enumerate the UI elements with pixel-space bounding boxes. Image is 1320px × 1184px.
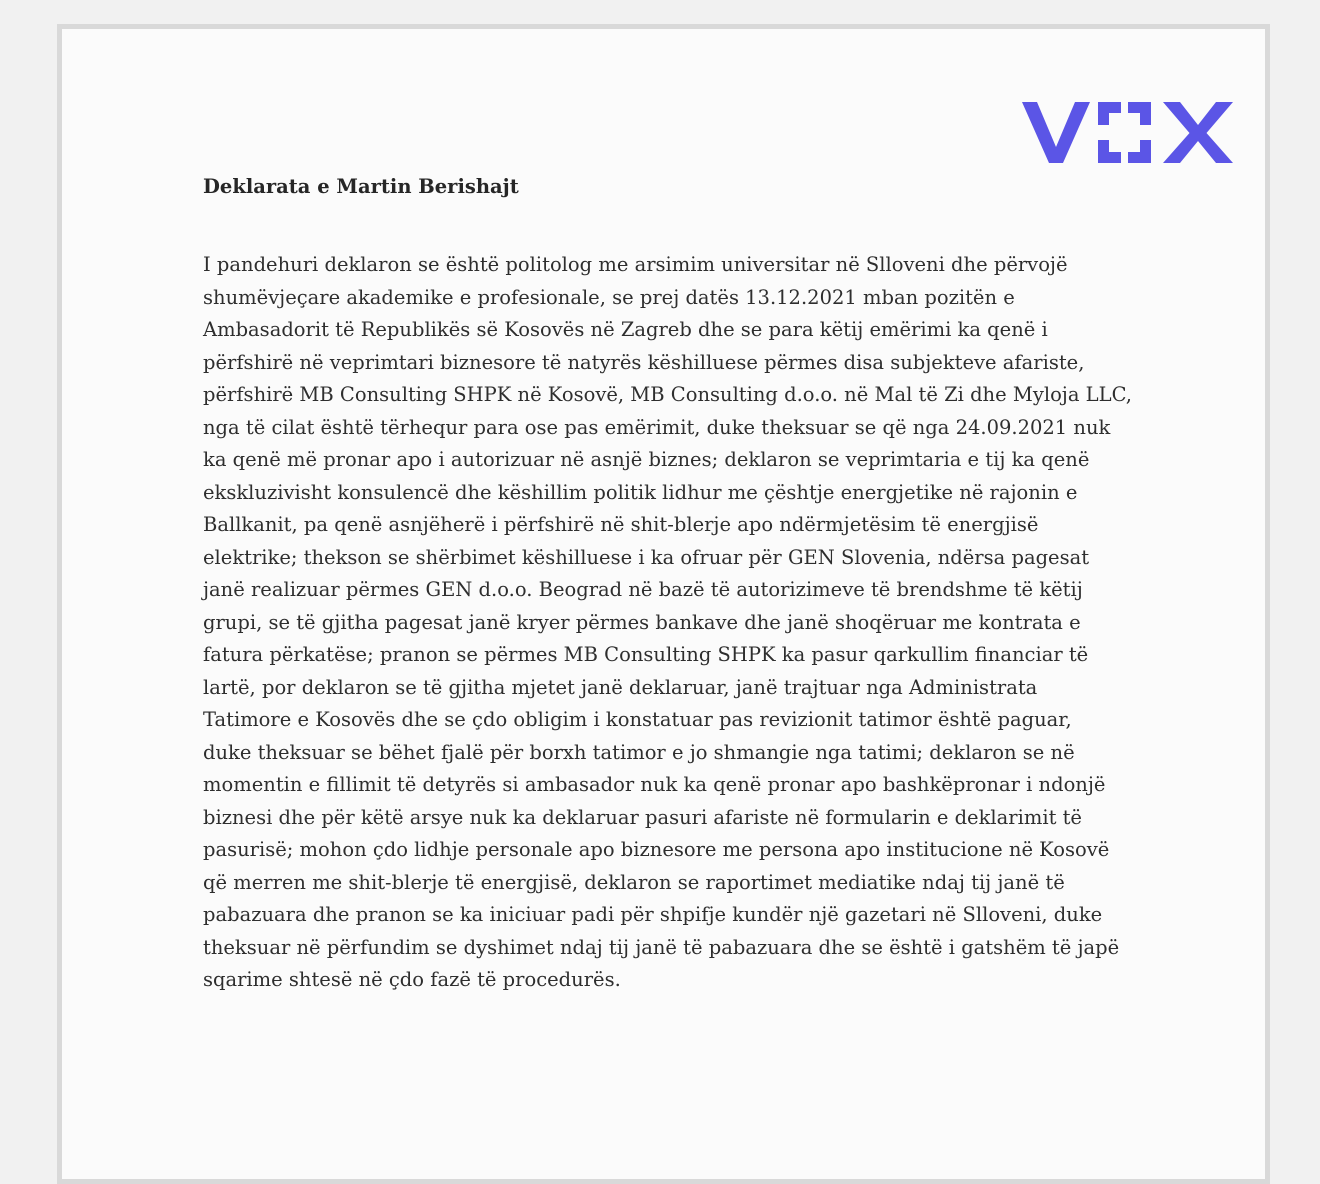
body-line: duke theksuar se bëhet fjalë për borxh tatimor e jo shmangie nga tatimi; deklaron se në <box>203 740 1075 764</box>
body-line: biznesi dhe për këtë arsye nuk ka deklaruar pasuri afariste në formularin e deklarimit të <box>203 805 1082 829</box>
body-line: sqarime shtesë në çdo fazë të procedurës. <box>203 968 621 991</box>
body-line: janë realizuar përmes GEN d.o.o. Beograd në bazë të autorizimeve të brendshme të këtij <box>203 578 1083 601</box>
body-line: Tatimore e Kosovës dhe se çdo obligim i konstatuar pas revizionit tatimor është paguar, <box>203 708 1072 731</box>
body-line: përfshirë MB Consulting SHPK në Kosovë, MB Consulting d.o.o. në Mal të Zi dhe Myloja LLC, <box>203 383 1133 406</box>
body-line: që merren me shit-blerje të energjisë, deklaron se raportimet mediatike ndaj tij janë të <box>203 870 1065 894</box>
body-line: Ambasadorit të Republikës së Kosovës në Zagreb dhe se para këtij emërimi ka qenë i <box>203 318 1048 341</box>
body-line: pasurisë; mohon çdo lidhje personale apo biznesore me persona apo institucione në Kosovë <box>203 838 1110 861</box>
body-line: përfshirë në veprimtari biznesore të natyrës këshilluese përmes disa subjekteve afariste, <box>203 350 1085 374</box>
logo-letter-x <box>1163 102 1233 163</box>
body-line: fatura përkatëse; pranon se përmes MB Consulting SHPK ka pasur qarkullim financiar të <box>203 643 1089 666</box>
body-line: pabazuara dhe pranon se ka iniciuar padi për shpifje kundër një gazetari në Slloveni, duke <box>203 903 1103 926</box>
body-line: momentin e fillimit të detyrës si ambasador nuk ka qenë pronar apo bashkëpronar i ndonjë <box>203 773 1106 796</box>
body-line: shumëvjeçare akademike e profesionale, se prej datës 13.12.2021 mban pozitën e <box>203 285 1015 309</box>
body-line: nga të cilat është tërhequr para ose pas emërimit, duke theksuar se që nga 24.09.2021 nuk <box>203 415 1111 439</box>
body-line: theksuar në përfundim se dyshimet ndaj tij janë të pabazuara dhe se është i gatshëm të japë <box>203 935 1120 959</box>
body-line: ekskluzivisht konsulencë dhe këshillim politik lidhur me çështje energjetike në rajonin e <box>203 480 1078 504</box>
document-title: Deklarata e Martin Berishajt <box>203 175 519 198</box>
vox-logo <box>1022 99 1234 165</box>
body-line: lartë, por deklaron se të gjitha mjetet janë deklaruar, janë trajtuar nga Administrata <box>203 675 1038 699</box>
logo-letter-o <box>1098 102 1151 163</box>
document-body <box>203 249 1138 997</box>
body-line: elektrike; thekson se shërbimet këshilluese i ka ofruar për GEN Slovenia, ndërsa pagesat <box>203 545 1090 569</box>
body-line: I pandehuri deklaron se është politolog me arsimim universitar në Slloveni dhe përvojë <box>203 253 1068 276</box>
logo-letter-v <box>1022 102 1090 163</box>
document-page <box>57 24 1270 1184</box>
body-line: grupi, se të gjitha pagesat janë kryer përmes bankave dhe janë shoqëruar me kontrata e <box>203 610 1081 634</box>
body-line: Ballkanit, pa qenë asnjëherë i përfshirë në shit-blerje apo ndërmjetësim të energjisë <box>203 513 1039 536</box>
body-line: ka qenë më pronar apo i autorizuar në asnjë biznes; deklaron se veprimtaria e tij ka qenë <box>203 448 1090 471</box>
